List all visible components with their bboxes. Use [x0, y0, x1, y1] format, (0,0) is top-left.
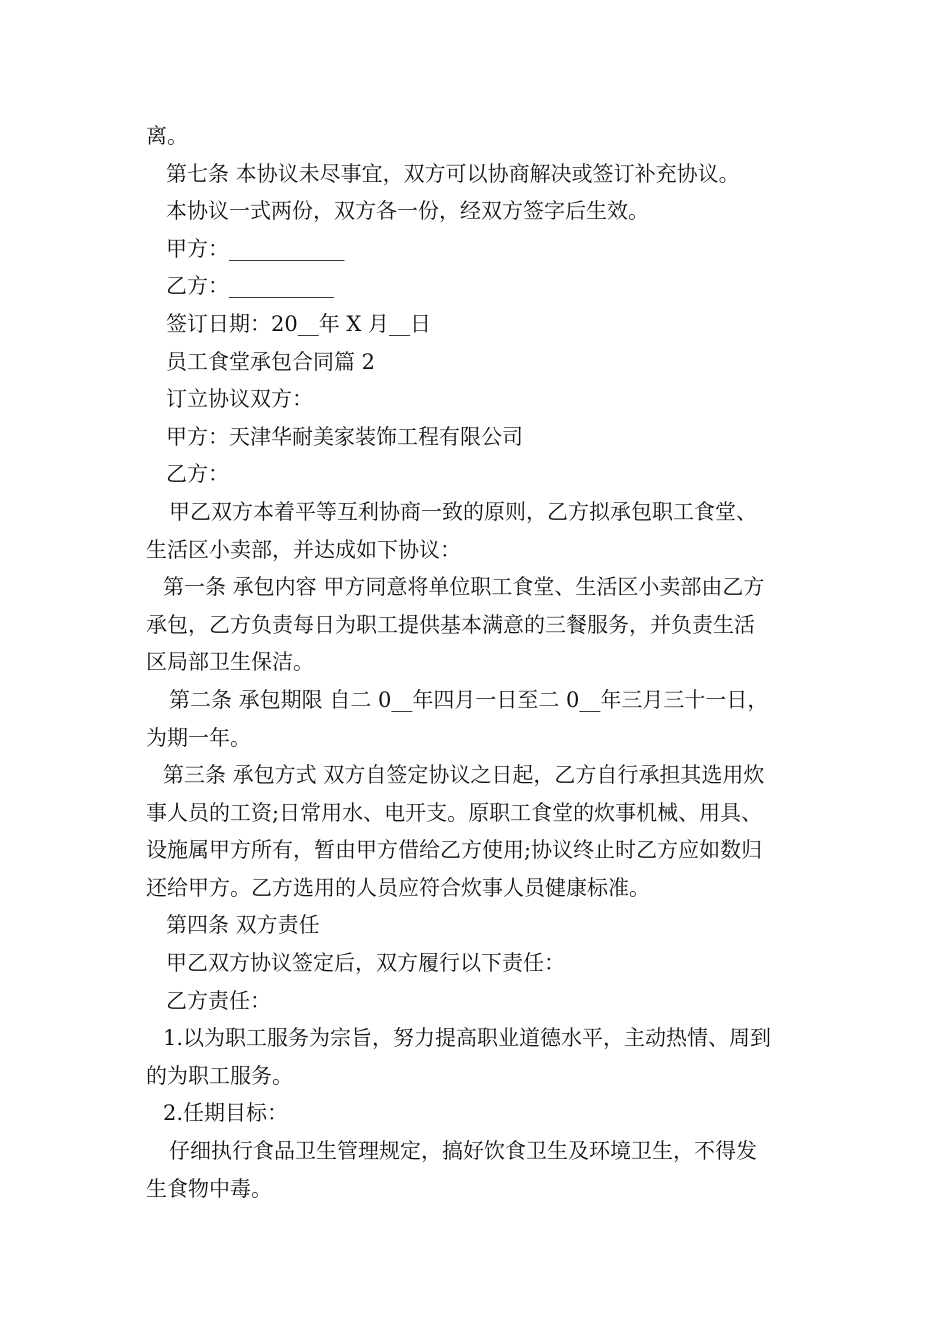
signature-line-party-b: 乙方：__________ — [166, 274, 334, 299]
text-line: 第三条 承包方式 双方自签定协议之日起，乙方自行承担其选用炊 — [163, 763, 765, 788]
text-line: 2.任期目标： — [163, 1101, 289, 1126]
section-heading: 员工食堂承包合同篇 2 — [166, 349, 376, 374]
text-line: 还给甲方。乙方选用的人员应符合炊事人员健康标准。 — [146, 875, 650, 900]
text-line: 离。 — [146, 124, 188, 148]
signature-line-party-a: 甲方：___________ — [166, 236, 345, 261]
text-line: 甲方：天津华耐美家装饰工程有限公司 — [166, 424, 523, 449]
signing-date-line: 签订日期：20__年 X 月__日 — [166, 311, 432, 336]
text-line: 仔细执行食品卫生管理规定，搞好饮食卫生及环境卫生，不得发 — [169, 1139, 757, 1164]
text-line: 事人员的工资;日常用水、电开支。原职工食堂的炊事机械、用具、 — [146, 800, 763, 825]
text-line: 的为职工服务。 — [146, 1063, 293, 1088]
text-line: 甲乙双方本着平等互利协商一致的原则，乙方拟承包职工食堂、 — [169, 499, 757, 524]
text-line: 甲乙双方协议签定后，双方履行以下责任： — [166, 951, 565, 976]
text-line: 第七条 本协议未尽事宜，双方可以协商解决或签订补充协议。 — [166, 161, 740, 186]
text-line: 生食物中毒。 — [146, 1176, 272, 1201]
text-line: 本协议一式两份，双方各一份，经双方签字后生效。 — [166, 199, 649, 224]
text-line: 订立协议双方： — [166, 387, 313, 412]
text-line: 为期一年。 — [146, 725, 251, 750]
text-line: 生活区小卖部，并达成如下协议： — [146, 537, 461, 562]
text-line: 1.以为职工服务为宗旨，努力提高职业道德水平，主动热情、周到 — [163, 1026, 772, 1051]
document-page — [146, 118, 810, 1208]
text-line: 承包，乙方负责每日为职工提供基本满意的三餐服务，并负责生活 — [146, 612, 755, 637]
text-line: 区局部卫生保洁。 — [146, 650, 314, 675]
text-line: 设施属甲方所有，暂由甲方借给乙方使用;协议终止时乙方应如数归 — [146, 838, 763, 863]
text-line: 乙方： — [166, 462, 229, 487]
text-line: 第四条 双方责任 — [166, 913, 320, 938]
text-line: 乙方责任： — [166, 988, 271, 1013]
text-line: 第二条 承包期限 自二 0__年四月一日至二 0__年三月三十一日， — [169, 687, 769, 712]
text-line: 第一条 承包内容 甲方同意将单位职工食堂、生活区小卖部由乙方 — [163, 575, 765, 600]
